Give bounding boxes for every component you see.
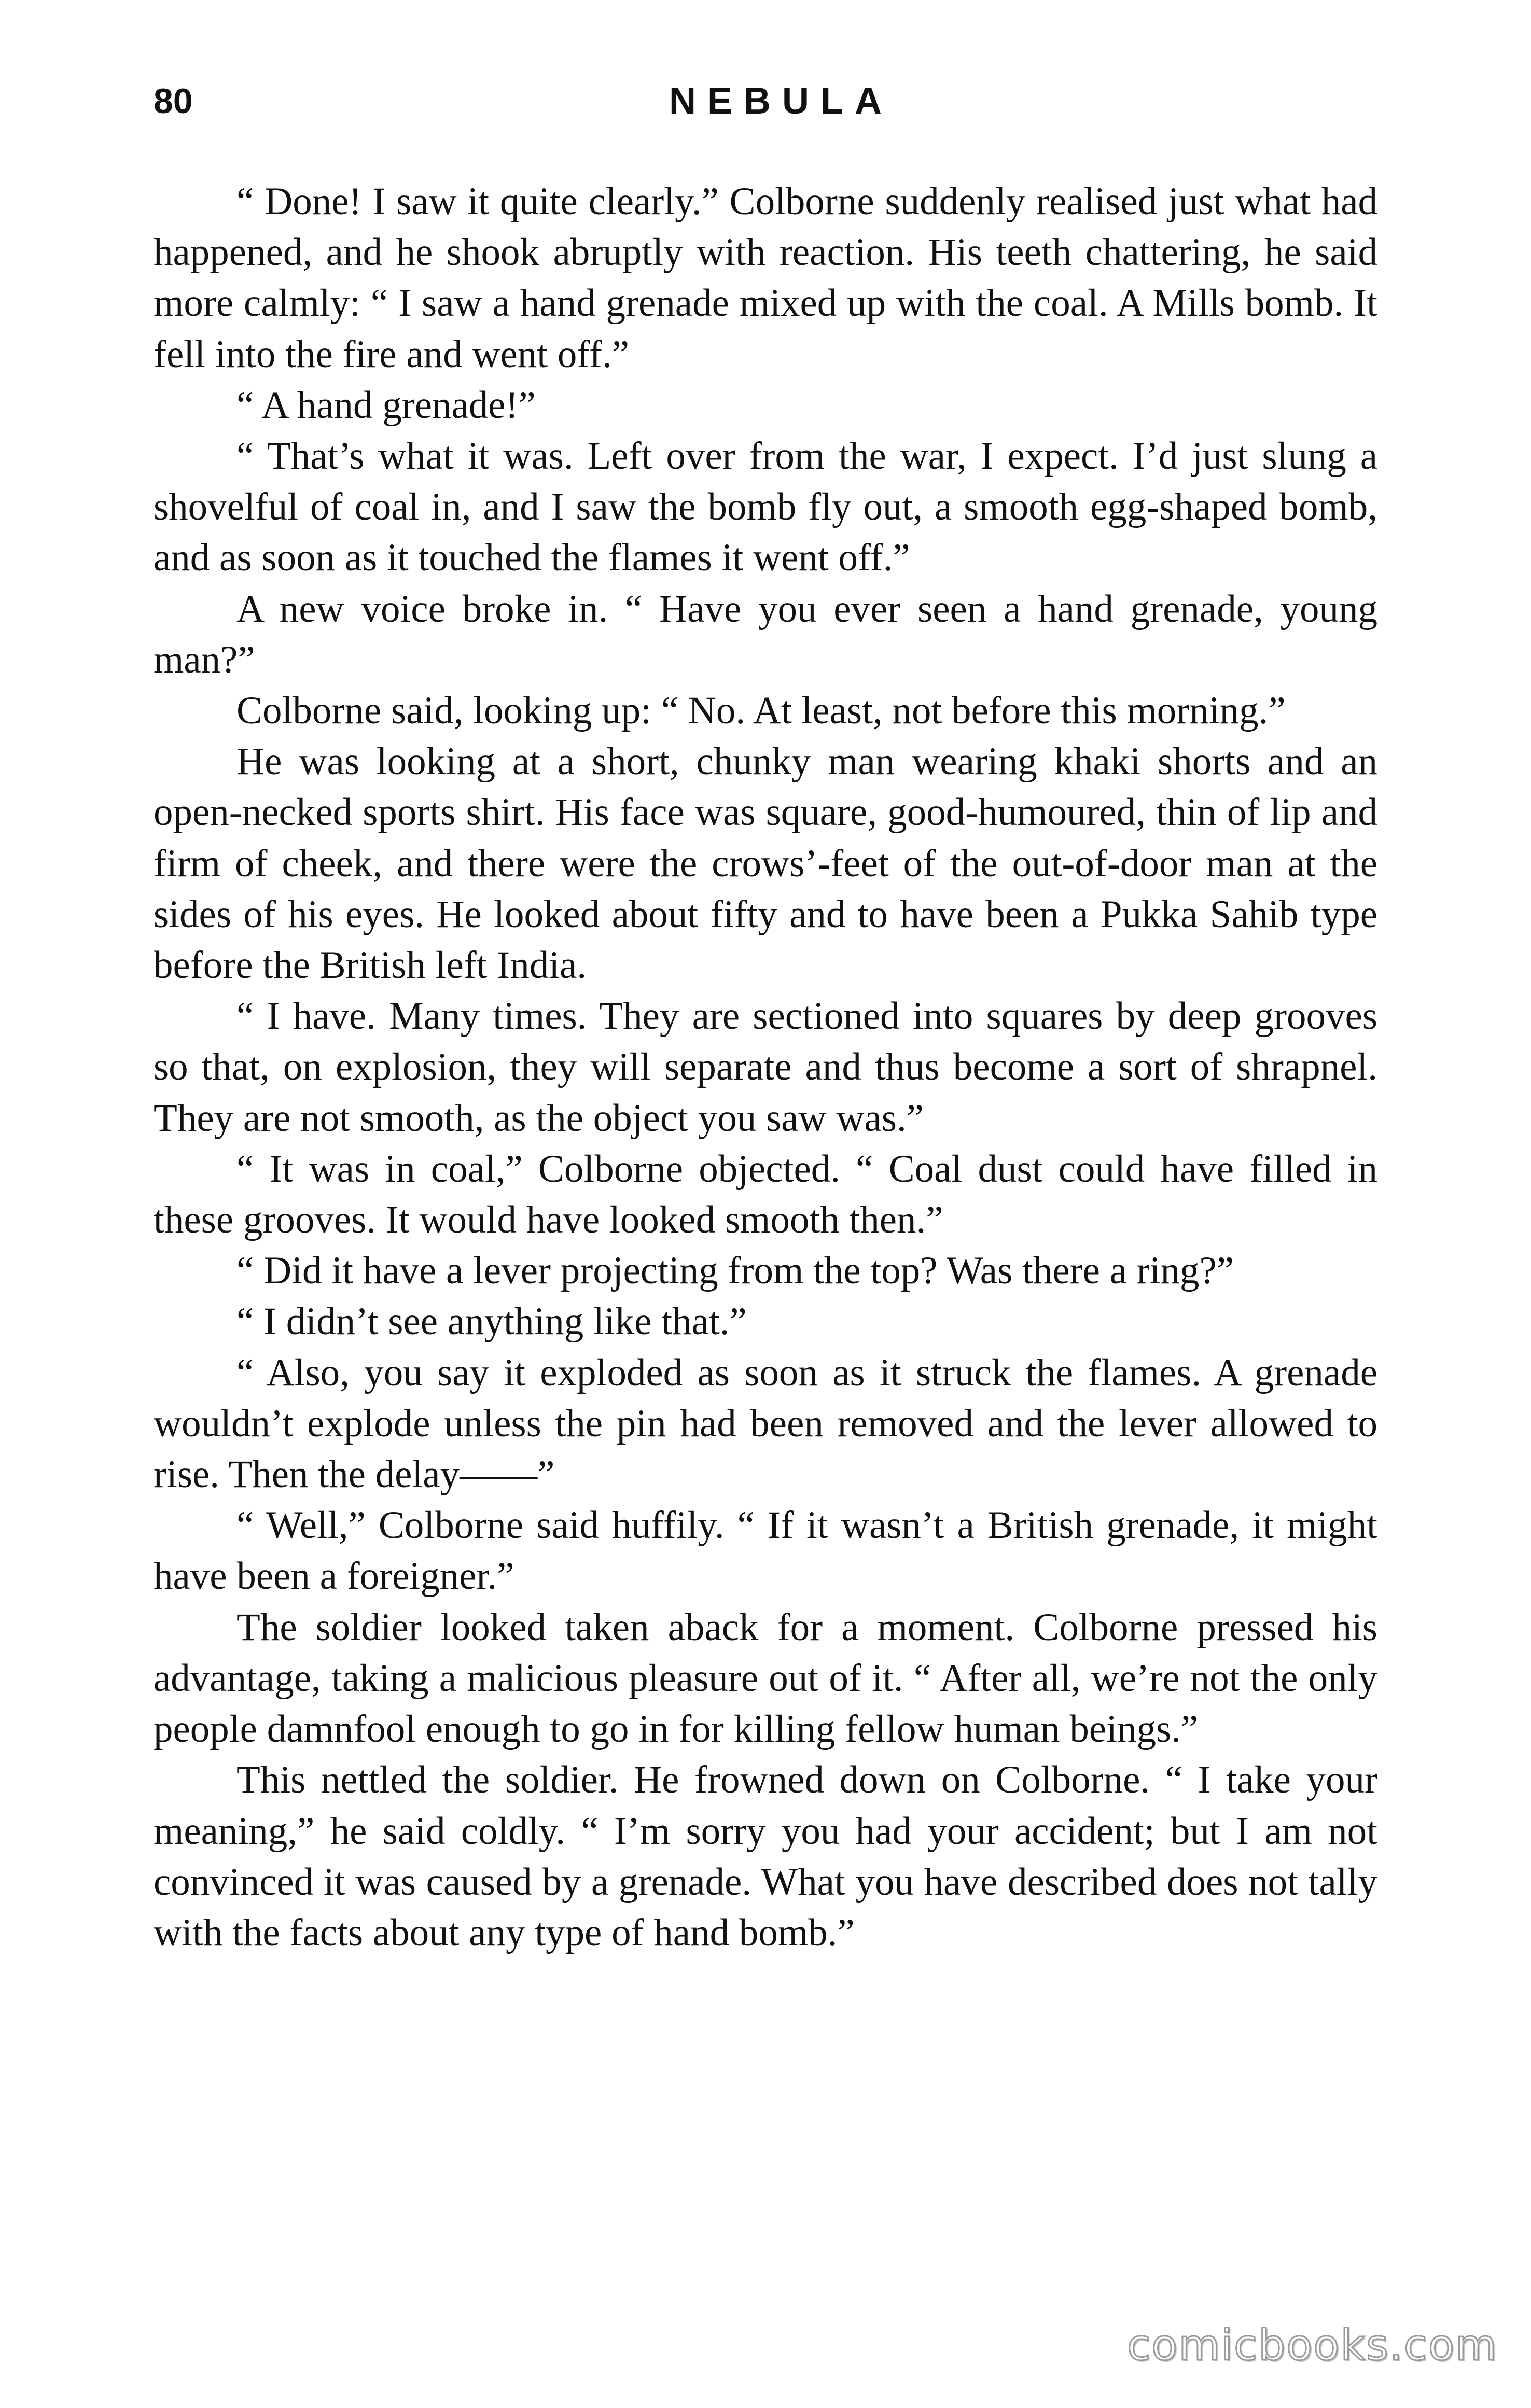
- paragraph: This nettled the soldier. He frowned down on Colborne. “ I take your meaning,” he said coldly. “ I’m sorry you had your accident; but I am not convinced it was caused by a grenade. What you have described does not tally with the facts about any type of hand bomb.”: [154, 1758, 1377, 1954]
- running-title: NEBULA: [669, 80, 893, 122]
- paragraph: Colborne said, looking up: “ No. At least, not before this morning.”: [236, 689, 1286, 733]
- paragraph: The soldier looked taken aback for a moment. Colborne pressed his advantage, taking a malicious pleasure out of it. “ After all, we’re not the only people damnfool enough to go in for killing fellow human beings.”: [154, 1605, 1377, 1751]
- paragraph: “ A hand grenade!”: [236, 383, 536, 427]
- watermark: comicbooks.com: [1127, 2321, 1498, 2370]
- paragraph: “ Done! I saw it quite clearly.” Colborne suddenly realised just what had happened, and he shook abruptly with reaction. His teeth chattering, he said more calmly: “ I saw a hand grenade mixed up with the coal. A Mills bomb. It fell into the fire and went off.”: [154, 180, 1377, 376]
- paragraph: “ I have. Many times. They are sectioned into squares by deep grooves so that, on explosion, they will separate and thus become a sort of shrapnel. They are not smooth, as the object you saw was.”: [154, 995, 1377, 1140]
- paragraph: He was looking at a short, chunky man wearing khaki shorts and an open-necked sports shirt. His face was square, good-humoured, thin of lip and firm of cheek, and there were the crows’-feet of the out-of-door man at the sides of his eyes. He looked about fifty and to have been a Pukka Sahib type before the British left India.: [154, 740, 1377, 987]
- page-header: [154, 78, 1377, 135]
- paragraph: “ Also, you say it exploded as soon as it struck the flames. A grenade wouldn’t explode unless the pin had been removed and the lever allowed to rise. Then the delay——”: [154, 1351, 1377, 1496]
- paragraph: “ I didn’t see anything like that.”: [236, 1300, 747, 1343]
- body-text: [154, 176, 1377, 1958]
- paragraph: “ It was in coal,” Colborne objected. “ Coal dust could have filled in these grooves. It would have looked smooth then.”: [154, 1147, 1377, 1242]
- page-number: 80: [154, 81, 193, 121]
- paragraph: A new voice broke in. “ Have you ever seen a hand grenade, young man?”: [154, 587, 1377, 681]
- paragraph: “ That’s what it was. Left over from the war, I expect. I’d just slung a shovelful of coal in, and I saw the bomb fly out, a smooth egg-shaped bomb, and as soon as it touched the flames it went off.”: [154, 435, 1377, 580]
- paragraph: “ Well,” Colborne said huffily. “ If it wasn’t a British grenade, it might have been a foreigner.”: [154, 1504, 1377, 1598]
- paragraph: “ Did it have a lever projecting from the top? Was there a ring?”: [236, 1249, 1234, 1293]
